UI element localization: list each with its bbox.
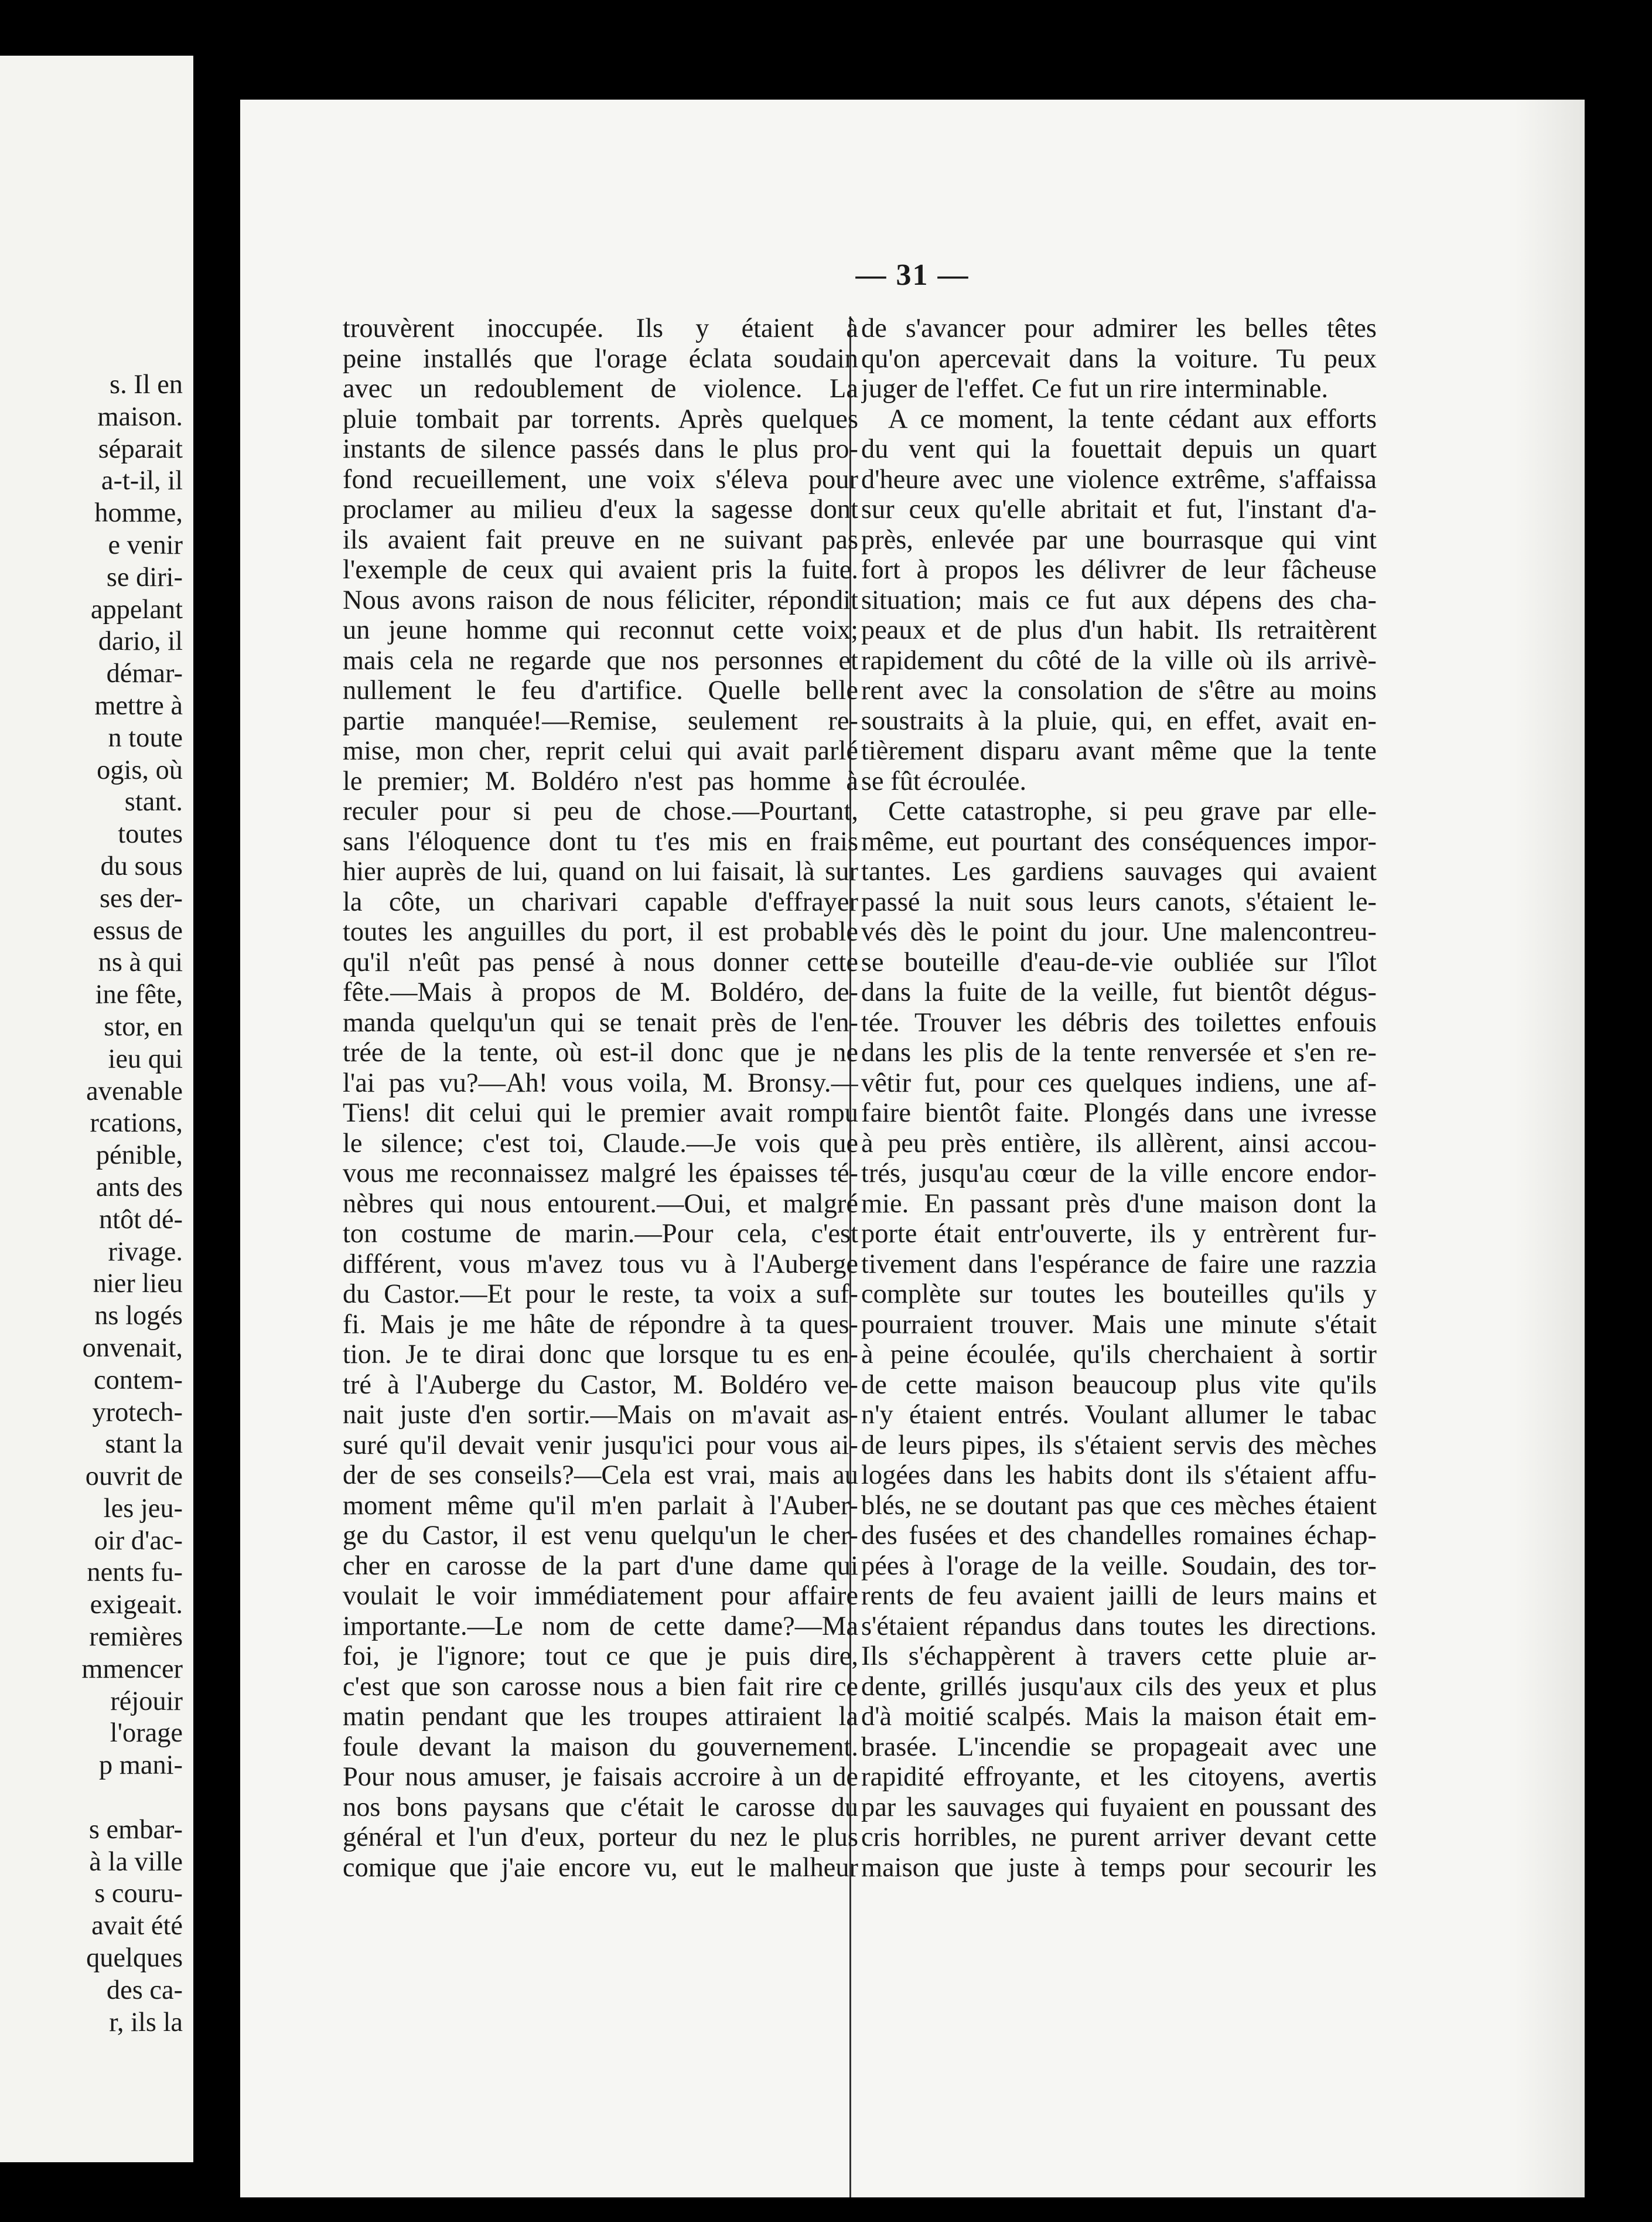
text-line: tion. Je te dirai donc que lorsque tu es en-: [343, 1340, 858, 1369]
text-line: des fusées et des chandelles romaines échap-: [861, 1521, 1377, 1550]
fragment-line: rcations,: [90, 1108, 183, 1139]
text-line: rent avec la consolation de s'être au moins: [861, 676, 1377, 706]
text-line: trouvèrent inoccupée. Ils y étaient à: [343, 313, 858, 343]
text-line: Pour nous amuser, je faisais accroire à un de: [343, 1762, 858, 1792]
text-line: ge du Castor, il est venu quelqu'un le cher-: [343, 1521, 858, 1550]
fragment-line: essus de: [93, 915, 183, 946]
text-line: à peine écoulée, qu'ils cherchaient à sortir: [861, 1340, 1377, 1369]
text-line: Ils s'échappèrent à travers cette pluie ar-: [861, 1641, 1377, 1671]
previous-page-text: [0, 369, 183, 2039]
text-line: brasée. L'incendie se propageait avec une: [861, 1732, 1377, 1762]
text-line: nos bons paysans que c'était le carosse du: [343, 1792, 858, 1822]
page-sheet: [240, 100, 1585, 2197]
text-line: le silence; c'est toi, Claude.—Je vois que: [343, 1128, 858, 1158]
text-line: soustraits à la pluie, qui, en effet, avait en-: [861, 706, 1377, 736]
page-number: — 31 —: [855, 258, 970, 292]
text-line: tièrement disparu avant même que la tente: [861, 736, 1377, 766]
text-line: d'à moitié scalpés. Mais la maison était em-: [861, 1702, 1377, 1732]
text-line: vous me reconnaissez malgré les épaisses té-: [343, 1158, 858, 1188]
text-line: suré qu'il devait venir jusqu'ici pour vous ai-: [343, 1430, 858, 1460]
text-line: situation; mais ce fut aux dépens des cha-: [861, 585, 1377, 615]
text-line: nait juste d'en sortir.—Mais on m'avait as-: [343, 1400, 858, 1430]
text-line: pées à l'orage de la veille. Soudain, des tor-: [861, 1550, 1377, 1581]
text-line: trée de la tente, où est-il donc que je ne: [343, 1038, 858, 1068]
text-line: mise, mon cher, reprit celui qui avait parlé: [343, 736, 858, 766]
fragment-line: ieu qui: [108, 1044, 183, 1074]
fragment-line: séparait: [98, 434, 183, 464]
fragment-line: rivage.: [108, 1236, 183, 1267]
text-line: mie. En passant près d'une maison dont la: [861, 1188, 1377, 1219]
right-column: [861, 313, 1377, 1883]
text-line: de cette maison beaucoup plus vite qu'ils: [861, 1369, 1377, 1400]
text-line: pourraient trouver. Mais une minute s'était: [861, 1309, 1377, 1340]
fragment-line: avait été: [91, 1911, 183, 1941]
text-line: l'exemple de ceux qui avaient pris la fuite.: [343, 555, 858, 585]
text-line: partie manquée!—Remise, seulement re-: [343, 706, 858, 736]
fragment-line: l'orage: [110, 1718, 183, 1749]
fragment-line: toutes: [118, 819, 183, 850]
text-line: rapidité effroyante, et les citoyens, avertis: [861, 1762, 1377, 1792]
text-line: blés, ne se doutant pas que ces mèches étaient: [861, 1490, 1377, 1521]
text-line: la côte, un charivari capable d'effrayer: [343, 887, 858, 917]
text-line: de leurs pipes, ils s'étaient servis des mèches: [861, 1430, 1377, 1460]
fragment-line: onvenait,: [82, 1332, 183, 1363]
text-line: peine installés que l'orage éclata soudain: [343, 343, 858, 374]
fragment-line: s couru-: [94, 1879, 183, 1909]
text-line: rents de feu avaient jailli de leurs mains et: [861, 1581, 1377, 1611]
fragment-line: ns à qui: [98, 948, 183, 978]
text-line: du vent qui la fouettait depuis un quart: [861, 434, 1377, 464]
fragment-line: nier lieu: [93, 1269, 183, 1299]
text-line: qu'il n'eût pas pensé à nous donner cette: [343, 947, 858, 977]
text-line: dans les plis de la tente renversée et s'en re-: [861, 1038, 1377, 1068]
text-line: sans l'éloquence dont tu t'es mis en frais: [343, 826, 858, 857]
text-line: par les sauvages qui fuyaient en poussant des: [861, 1792, 1377, 1822]
text-line: tantes. Les gardiens sauvages qui avaient: [861, 857, 1377, 887]
fragment-line: maison.: [97, 401, 183, 432]
text-line: fête.—Mais à propos de M. Boldéro, de-: [343, 977, 858, 1007]
text-line: fond recueillement, une voix s'éleva pour: [343, 464, 858, 495]
fragment-line: ouvrit de: [85, 1461, 183, 1492]
text-line: dans la fuite de la veille, fut bientôt dégus-: [861, 977, 1377, 1007]
fragment-line: mmencer: [81, 1654, 183, 1684]
fragment-line: nents fu-: [87, 1558, 183, 1588]
previous-page-fragment: [0, 56, 193, 2162]
text-line: de s'avancer pour admirer les belles têtes: [861, 313, 1377, 343]
text-line: mais cela ne regarde que nos personnes et: [343, 645, 858, 676]
text-line: comique que j'aie encore vu, eut le malheur: [343, 1852, 858, 1883]
text-line: manda quelqu'un qui se tenait près de l'en-: [343, 1007, 858, 1038]
fragment-line: ns logés: [94, 1301, 183, 1331]
fragment-line: ses der-: [99, 883, 183, 914]
fragment-line: démar-: [106, 659, 183, 689]
fragment-line: avenable: [86, 1076, 183, 1106]
fragment-line: e venir: [108, 530, 183, 560]
fragment-line: pénible,: [95, 1140, 183, 1171]
fragment-line: se diri-: [106, 562, 183, 592]
text-line: ton costume de marin.—Pour cela, c'est: [343, 1219, 858, 1249]
fragment-line: mettre à: [94, 690, 183, 721]
fragment-line: exigeait.: [90, 1590, 183, 1620]
text-line: foule devant la maison du gouvernement.: [343, 1732, 858, 1762]
fragment-line: dario, il: [98, 626, 183, 657]
fragment-line: du sous: [100, 851, 183, 881]
text-line: peaux et de plus d'un habit. Ils retraitèrent: [861, 615, 1377, 645]
text-line: importante.—Le nom de cette dame?—Ma: [343, 1611, 858, 1641]
text-line: qu'on apercevait dans la voiture. Tu peux: [861, 343, 1377, 374]
fragment-line: ants des: [95, 1172, 183, 1202]
text-line: tivement dans l'espérance de faire une razzia: [861, 1249, 1377, 1279]
page-gutter: [193, 47, 240, 2168]
fragment-line: remières: [89, 1622, 183, 1652]
text-line: nullement le feu d'artifice. Quelle belle: [343, 676, 858, 706]
text-line: fi. Mais je me hâte de répondre à ta ques-: [343, 1309, 858, 1340]
text-line: logées dans les habits dont ils s'étaient affu-: [861, 1460, 1377, 1490]
fragment-line: r, ils la: [109, 2007, 183, 2037]
text-line: n'y étaient entrés. Voulant allumer le tabac: [861, 1400, 1377, 1430]
fragment-line: p mani-: [98, 1750, 183, 1781]
text-line: le premier; M. Boldéro n'est pas homme à: [343, 766, 858, 796]
text-line: l'ai pas vu?—Ah! vous voila, M. Bronsy.—: [343, 1068, 858, 1098]
fragment-line: yrotech-: [92, 1397, 183, 1427]
text-line: passé la nuit sous leurs canots, s'étaient le-: [861, 887, 1377, 917]
text-line: complète sur toutes les bouteilles qu'ils y: [861, 1279, 1377, 1309]
text-line: près, enlevée par une bourrasque qui vint: [861, 524, 1377, 555]
fragment-line: ogis, où: [97, 755, 183, 785]
text-line: A ce moment, la tente cédant aux efforts: [888, 404, 1377, 434]
text-line: hier auprès de lui, quand on lui faisait, là sur: [343, 857, 858, 887]
text-line: dente, grillés jusqu'aux cils des yeux et plus: [861, 1671, 1377, 1702]
fragment-line: les jeu-: [103, 1493, 183, 1524]
text-line: sur ceux qu'elle abritait et fut, l'instant d'a-: [861, 495, 1377, 524]
text-line: foi, je l'ignore; tout ce que je puis dire,: [343, 1641, 858, 1671]
fragment-line: a-t-il, il: [101, 466, 183, 496]
fragment-line: ine fête,: [95, 980, 183, 1010]
text-line: Nous avons raison de nous féliciter, répondit: [343, 585, 858, 615]
text-line: c'est que son carosse nous a bien fait rire ce: [343, 1671, 858, 1702]
fragment-line: des ca-: [106, 1975, 183, 2005]
text-line: juger de l'effet. Ce fut un rire interminable.: [861, 374, 1329, 404]
page-edge-shading: [1514, 100, 1585, 2197]
text-line: fort à propos les délivrer de leur fâcheuse: [861, 555, 1377, 585]
text-line: voulait le voir immédiatement pour affaire: [343, 1581, 858, 1611]
text-line: Cette catastrophe, si peu grave par elle-: [888, 796, 1377, 826]
text-line: reculer pour si peu de chose.—Pourtant,: [343, 796, 858, 826]
text-line: un jeune homme qui reconnut cette voix;: [343, 615, 858, 645]
fragment-line: oir d'ac-: [94, 1525, 183, 1556]
text-line: tée. Trouver les débris des toilettes enfouis: [861, 1007, 1377, 1038]
text-line: cris horribles, ne purent arriver devant cette: [861, 1822, 1377, 1852]
text-line: s'étaient répandus dans toutes les directions.: [861, 1611, 1377, 1641]
text-line: faire bientôt faite. Plongés dans une ivresse: [861, 1098, 1377, 1128]
text-line: rapidement du côté de la ville où ils arrivè-: [861, 645, 1377, 676]
text-line: cher en carosse de la part d'une dame qui: [343, 1550, 858, 1581]
fragment-line: [0, 1782, 183, 1814]
text-line: toutes les anguilles du port, il est probable: [343, 917, 858, 947]
fragment-line: à la ville: [89, 1846, 183, 1877]
fragment-line: n toute: [108, 723, 183, 753]
fragment-line: réjouir: [110, 1686, 183, 1716]
text-line: proclamer au milieu d'eux la sagesse dont: [343, 495, 858, 524]
text-line: pluie tombait par torrents. Après quelques: [343, 404, 858, 434]
text-line: à peu près entière, ils allèrent, ainsi accou-: [861, 1128, 1377, 1158]
fragment-line: appelant: [90, 594, 183, 625]
text-line: moment même qu'il m'en parlait à l'Auber-: [343, 1490, 858, 1521]
text-line: der de ses conseils?—Cela est vrai, mais au: [343, 1460, 858, 1490]
text-line: Tiens! dit celui qui le premier avait rompu: [343, 1098, 858, 1128]
text-line: même, eut pourtant des conséquences impor-: [861, 826, 1377, 857]
fragment-line: s. Il en: [110, 370, 183, 400]
text-line: d'heure avec une violence extrême, s'affaissa: [861, 464, 1377, 495]
fragment-line: contem-: [94, 1365, 183, 1395]
text-line: ils avaient fait preuve en ne suivant pas: [343, 524, 858, 555]
text-line: trés, jusqu'au cœur de la ville encore endor-: [861, 1158, 1377, 1188]
text-line: se fût écroulée.: [861, 766, 1027, 796]
text-line: maison que juste à temps pour secourir les: [861, 1852, 1377, 1883]
text-line: vés dès le point du jour. Une malencontreu-: [861, 917, 1377, 947]
fragment-line: stant.: [124, 787, 183, 817]
fragment-line: s embar-: [88, 1814, 183, 1845]
fragment-line: homme,: [94, 498, 183, 529]
text-line: se bouteille d'eau-de-vie oubliée sur l'îlot: [861, 947, 1377, 977]
fragment-line: stor, en: [104, 1011, 183, 1042]
fragment-line: ntôt dé-: [98, 1204, 183, 1235]
text-line: matin pendant que les troupes attiraient la: [343, 1702, 858, 1732]
text-line: porte était entr'ouverte, ils y entrèrent fur-: [861, 1219, 1377, 1249]
fragment-line: stant la: [105, 1429, 183, 1460]
text-line: instants de silence passés dans le plus pro-: [343, 434, 858, 464]
fragment-line: quelques: [86, 1943, 183, 1974]
text-line: avec un redoublement de violence. La: [343, 374, 858, 404]
text-line: nèbres qui nous entourent.—Oui, et malgré: [343, 1188, 858, 1219]
text-line: général et l'un d'eux, porteur du nez le plus: [343, 1822, 858, 1852]
text-line: différent, vous m'avez tous vu à l'Auberge: [343, 1249, 858, 1279]
left-column: [343, 313, 858, 1883]
text-line: vêtir fut, pour ces quelques indiens, une af-: [861, 1068, 1377, 1098]
text-line: du Castor.—Et pour le reste, ta voix a suf-: [343, 1279, 858, 1309]
text-line: tré à l'Auberge du Castor, M. Boldéro ve-: [343, 1369, 858, 1400]
